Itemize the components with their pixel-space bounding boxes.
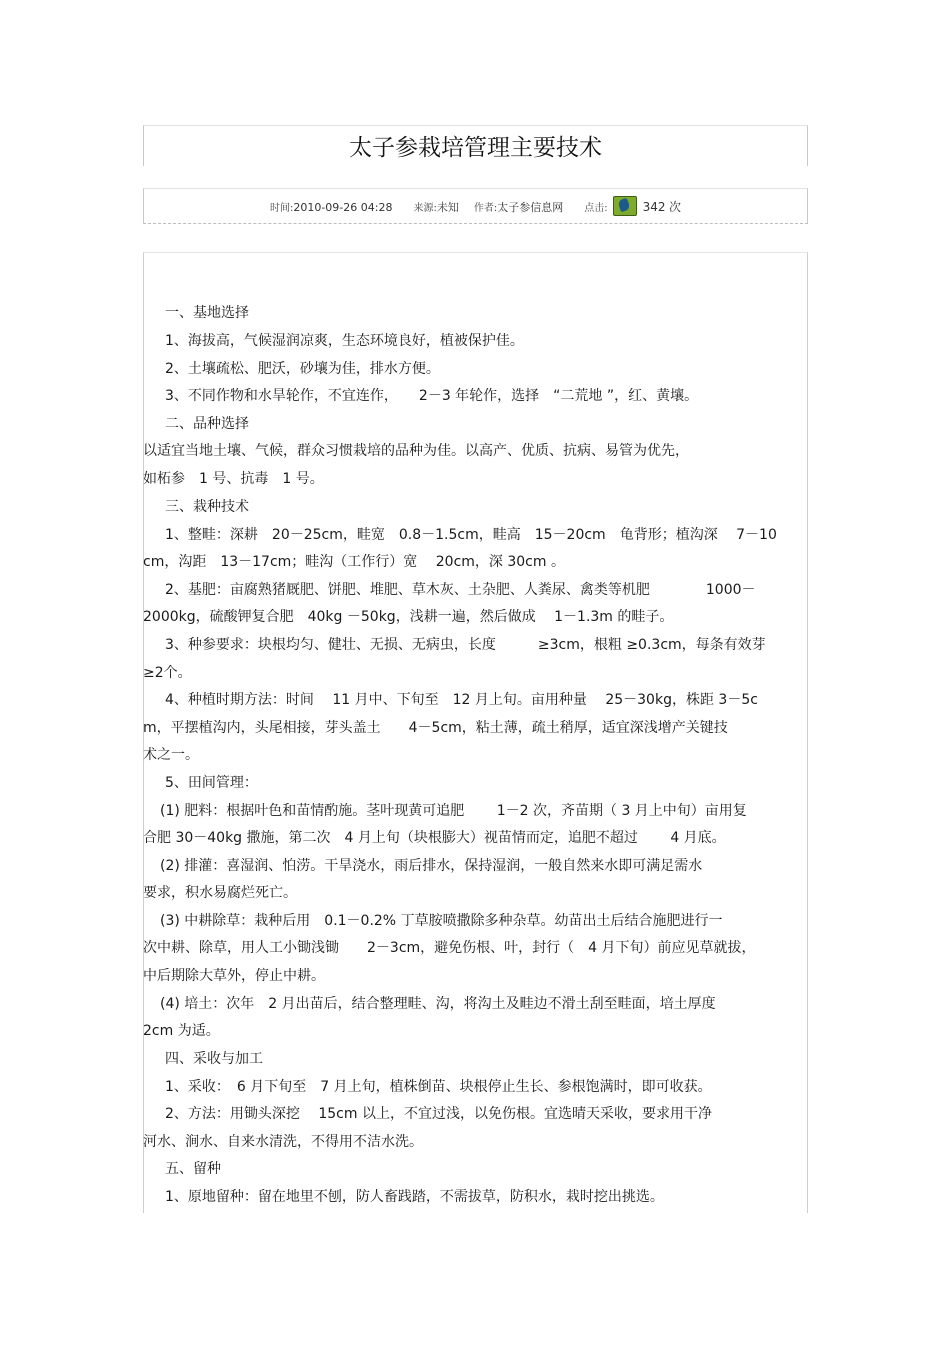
article-meta [143,188,808,224]
clicks-unit: 次 [669,200,682,214]
paragraph-line: (3) 中耕除草：栽种后用 0.1－0.2% 丁草胺喷撒除多种杂草。幼苗出土后结合施肥进行一 [160,913,723,929]
paragraph-line: 1、原地留种：留在地里不刨，防人畜践踏，不需拔草，防积水，栽时挖出挑选。 [165,1189,664,1205]
author-label: 作者: [473,203,498,214]
paragraph-line: 中后期除大草外，停止中耕。 [143,968,325,984]
paragraph-line: 河水、涧水、自来水清洗，不得用不洁水洗。 [143,1134,423,1150]
paragraph-line: 术之一。 [143,747,199,763]
clicks-label: 点击: [584,203,608,214]
paragraph-line: 如柘参 1 号、抗毒 1 号。 [143,471,324,487]
heading-seed-retention: 五、留种 [165,1161,221,1177]
source-label: 来源: [413,203,437,214]
paragraph-line: 2、方法：用锄头深挖 15cm 以上，不宜过浅，以免伤根。宜选晴天采收，要求用干净 [165,1106,712,1122]
paragraph-line: m，平摆植沟内，头尾相接，芽头盖土 4－5cm，粘土薄，疏土稍厚，适宜深浅增产关键技 [143,720,728,736]
paragraph-line: 次中耕、除草，用人工小锄浅锄 2－3cm，避免伤根、叶，封行（ 4 月下旬）前应见草就拔， [143,940,756,956]
heading-site-selection: 一、基地选择 [165,305,249,321]
meta-line [144,196,807,216]
paragraph-line: 3、种参要求：块根均匀、健壮、无损、无病虫，长度 ≥3cm，根粗 ≥0.3cm，每条有效芽 [165,637,766,653]
heading-field-management: 5、田间管理： [165,775,258,791]
paragraph-line: 4、种植时期方法：时间 11 月中、下旬至 12 月上旬。亩用种量 25－30kg，株距 3－5c [165,692,758,708]
paragraph-line: 1、海拔高，气候湿润凉爽，生态环境良好，植被保护佳。 [165,333,524,349]
heading-harvest-processing: 四、采收与加工 [165,1051,263,1067]
author-value: 太子参信息网 [497,201,564,214]
paragraph-line: ≥2个。 [143,665,192,681]
clicks-value: 342 [642,200,666,214]
paragraph-line: (1) 肥料：根据叶色和苗情酌施。茎叶现黄可追肥 1－2 次，齐苗期（ 3 月上中旬）亩用复 [160,803,747,819]
paragraph-line: 合肥 30－40kg 撒施，第二次 4 月上旬（块根膨大）视苗情而定，追肥不超过 4 月底。 [143,830,726,846]
heading-planting-technique: 三、栽种技术 [165,499,249,515]
heading-variety-selection: 二、品种选择 [165,416,249,432]
paragraph-line: 1、整畦：深耕 20－25cm，畦宽 0.8－1.5cm，畦高 15－20cm 龟背形；植沟深 7－10 [165,527,777,543]
article-title: 太子参栽培管理主要技术 [349,135,602,161]
time-label: 时间: [269,203,294,214]
paragraph-line: (4) 培土：次年 2 月出苗后，结合整理畦、沟，将沟土及畦边不滑土刮至畦面，培土厚度 [160,996,716,1012]
paragraph-line: 2、土壤疏松、肥沃，砂壤为佳，排水方便。 [165,361,440,377]
paragraph-line: 3、不同作物和水旱轮作，不宜连作， 2－3 年轮作，选择 “二荒地 ”，红、黄壤。 [165,388,699,404]
paragraph-line: cm，沟距 13－17cm；畦沟（工作行）宽 20cm，深 30cm 。 [143,554,565,570]
source-value: 未知 [436,201,459,214]
paragraph-line: (2) 排灌：喜湿润、怕涝。干旱浇水，雨后排水，保持湿润，一般自然来水即可满足需水 [160,858,703,874]
hit-counter-icon [613,196,637,216]
paragraph-line: 以适宜当地土壤、气候，群众习惯栽培的品种为佳。以高产、优质、抗病、易管为优先， [143,443,689,459]
paragraph-line: 2、基肥：亩腐熟猪厩肥、饼肥、堆肥、草木灰、土杂肥、人粪尿、禽类等机肥 1000－ [165,582,756,598]
paragraph-line: 要求，积水易腐烂死亡。 [143,885,297,901]
title-box [143,125,808,166]
paragraph-line: 2cm 为适。 [143,1023,220,1039]
time-value: 2010-09-26 04:28 [293,201,393,214]
paragraph-line: 1、采收： 6 月下旬至 7 月上旬，植株倒苗、块根停止生长、参根饱满时，即可收获。 [165,1079,712,1095]
paragraph-line: 2000kg，硫酸钾复合肥 40kg －50kg，浅耕一遍，然后做成 1－1.3m 的畦子。 [143,609,674,625]
